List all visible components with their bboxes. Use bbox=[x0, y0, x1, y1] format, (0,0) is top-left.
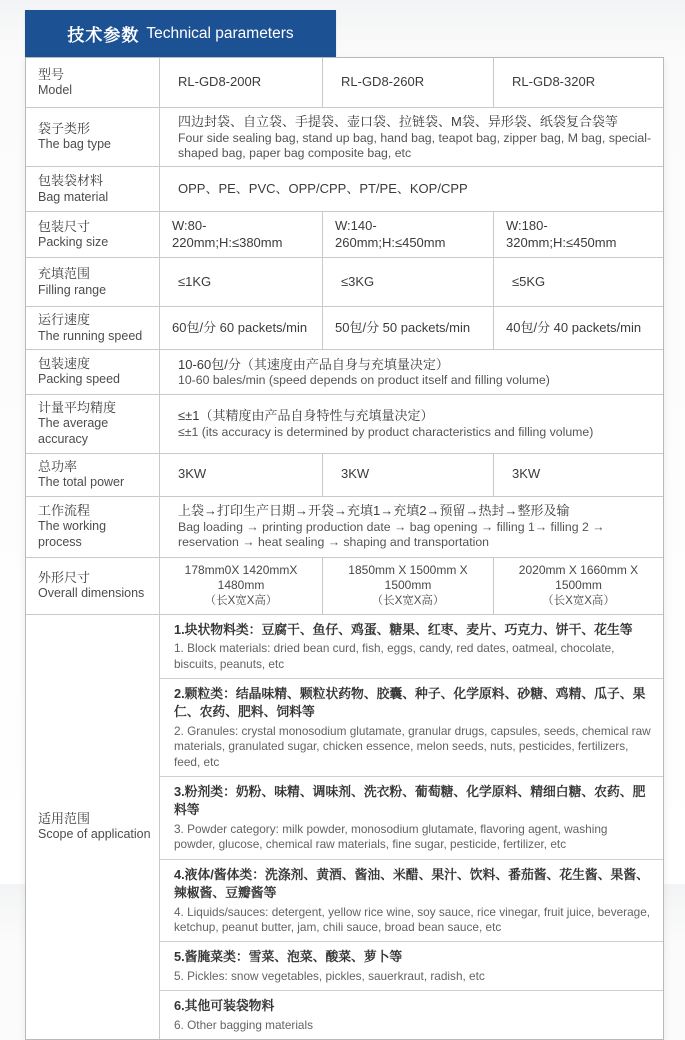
scope-item-powder bbox=[160, 776, 663, 859]
row-packing-size bbox=[26, 211, 663, 257]
row-scope-of-application bbox=[26, 614, 663, 1040]
accuracy-label-en: The average accuracy bbox=[38, 416, 109, 447]
dimensions-value-2 bbox=[322, 558, 493, 614]
row-bag-material bbox=[26, 166, 663, 211]
packing-size-value-2: W:140-260mm;H:≤450mm bbox=[322, 212, 493, 257]
dimensions-note-3: （长X宽X高） bbox=[542, 594, 615, 607]
packing-speed-label-cn: 包装速度 bbox=[38, 356, 91, 372]
technical-parameters-header bbox=[25, 10, 336, 57]
running-speed-value-2: 50包/分 50 packets/min bbox=[322, 307, 493, 349]
dimensions-note-2: （长X宽X高） bbox=[371, 594, 445, 607]
scope-item-en: 2. Granules: crystal monosodium glutamate, granular drugs, capsules, seeds, chemical raw materials, granulated sugar, chicken essence, melon seeds, nuts, pesticides, fertilizers, feed, etc bbox=[174, 723, 651, 769]
scope-label-en: Scope of application bbox=[38, 827, 151, 842]
bag-material-label-cn: 包装袋材料 bbox=[38, 173, 104, 189]
model-label-cn: 型号 bbox=[38, 66, 65, 82]
bag-type-value-cell bbox=[159, 108, 663, 166]
technical-parameters-table bbox=[25, 57, 664, 1040]
scope-label-cn: 适用范围 bbox=[38, 810, 91, 826]
model-label-en: Model bbox=[38, 82, 73, 97]
scope-item-cn: 3.粉剂类：奶粉、味精、调味剂、洗衣粉、葡萄糖、化学原料、精细白糖、农药、肥料等 bbox=[174, 783, 646, 818]
packing-speed-value-en: 10-60 bales/min (speed depends on product itself and filling volume) bbox=[178, 373, 550, 388]
packing-speed-value-cell bbox=[159, 350, 663, 394]
packing-speed-label-en: Packing speed bbox=[38, 372, 121, 387]
scope-label-cell bbox=[26, 615, 159, 1040]
dimensions-label-cell bbox=[26, 558, 159, 614]
working-process-value-cn: 上袋→打印生产日期→开袋→充填1→充填2→预留→热封→整形及输 bbox=[178, 503, 570, 519]
row-model bbox=[26, 58, 663, 107]
accuracy-value-cell bbox=[159, 395, 663, 453]
dimensions-label-en: Overall dimensions bbox=[38, 585, 145, 600]
row-packing-speed bbox=[26, 349, 663, 394]
scope-item-en: 5. Pickles: snow vegetables, pickles, sauerkraut, radish, etc bbox=[174, 968, 485, 983]
scope-item-pickles bbox=[160, 941, 663, 990]
bag-material-value-cell: OPP、PE、PVC、OPP/CPP、PT/PE、KOP/CPP bbox=[159, 167, 663, 211]
scope-item-cn: 1.块状物料类：豆腐干、鱼仔、鸡蛋、糖果、红枣、麦片、巧克力、饼干、花生等 bbox=[174, 621, 633, 637]
scope-item-en: 4. Liquids/sauces: detergent, yellow rice wine, soy sauce, rice vinegar, fruit juice, beverage, ketchup, peanut butter, jam, chili sauce, broad bean sauce, etc bbox=[174, 904, 651, 935]
dimensions-size-3: 2020mm X 1660mm X 1500mm bbox=[518, 562, 639, 593]
scope-item-cn: 2.颗粒类：结晶味精、颗粒状药物、胶囊、种子、化学原料、砂糖、鸡精、瓜子、果仁、农药、肥料、饲料等 bbox=[174, 685, 646, 720]
bag-type-label-cn: 袋子类形 bbox=[38, 121, 91, 137]
working-process-value-en: Bag loading → printing production date → bag opening → filling 1→ filling 2 → reservation → heat sealing → shaping and transportation bbox=[178, 519, 605, 550]
working-process-label-cn: 工作流程 bbox=[38, 502, 91, 518]
working-process-label-cell bbox=[26, 497, 159, 557]
row-working-process bbox=[26, 496, 663, 557]
running-speed-label-cn: 运行速度 bbox=[38, 312, 91, 328]
scope-item-granules bbox=[160, 678, 663, 776]
model-value-2: RL-GD8-260R bbox=[322, 58, 493, 107]
row-average-accuracy bbox=[26, 394, 663, 453]
bag-material-label-en: Bag material bbox=[38, 189, 109, 204]
bag-type-value-en: Four side sealing bag, stand up bag, hand bag, teapot bag, zipper bag, M bag, special-shaped bag, paper bag composite bag, etc bbox=[178, 130, 652, 160]
bag-type-value-cn: 四边封袋、自立袋、手提袋、壶口袋、拉链袋、M袋、异形袋、纸袋复合袋等 bbox=[178, 114, 618, 129]
scope-item-en: 6. Other bagging materials bbox=[174, 1017, 314, 1032]
accuracy-label-cell bbox=[26, 395, 159, 453]
running-speed-value-3: 40包/分 40 packets/min bbox=[493, 307, 663, 349]
bag-type-label-en: The bag type bbox=[38, 137, 111, 152]
dimensions-size-2: 1850mm X 1500mm X 1500mm bbox=[348, 562, 468, 593]
filling-range-value-3: ≤5KG bbox=[493, 258, 663, 306]
packing-size-value-1: W:80-220mm;H:≤380mm bbox=[159, 212, 322, 257]
packing-size-label-cn: 包装尺寸 bbox=[38, 218, 91, 234]
dimensions-size-1: 178mm0X 1420mmX 1480mm bbox=[184, 562, 298, 593]
packing-size-label-en: Packing size bbox=[38, 235, 109, 250]
accuracy-value-en: ≤±1 (its accuracy is determined by product characteristics and filling volume) bbox=[178, 424, 594, 439]
model-label-cell bbox=[26, 58, 159, 107]
working-process-value-cell bbox=[159, 497, 663, 557]
row-running-speed bbox=[26, 306, 663, 349]
running-speed-value-1: 60包/分 60 packets/min bbox=[159, 307, 322, 349]
header-title-en: Technical parameters bbox=[146, 24, 294, 42]
row-filling-range bbox=[26, 257, 663, 306]
dimensions-note-1: （长X宽X高） bbox=[204, 594, 278, 607]
dimensions-value-1 bbox=[159, 558, 322, 614]
accuracy-label-cn: 计量平均精度 bbox=[38, 400, 117, 416]
filling-range-label-cn: 充填范围 bbox=[38, 266, 91, 282]
scope-item-en: 1. Block materials: dried bean curd, fish, eggs, candy, red dates, oatmeal, chocolate, biscuits, peanuts, etc bbox=[174, 641, 615, 671]
total-power-value-3: 3KW bbox=[493, 454, 663, 496]
scope-item-cn: 5.酱腌菜类：雪菜、泡菜、酸菜、萝卜等 bbox=[174, 949, 403, 965]
model-value-3: RL-GD8-320R bbox=[493, 58, 663, 107]
model-value-1: RL-GD8-200R bbox=[159, 58, 322, 107]
packing-size-value-3: W:180-320mm;H:≤450mm bbox=[493, 212, 663, 257]
total-power-value-2: 3KW bbox=[322, 454, 493, 496]
filling-range-value-2: ≤3KG bbox=[322, 258, 493, 306]
bag-type-label-cell bbox=[26, 108, 159, 166]
scope-item-other-materials bbox=[160, 990, 663, 1039]
scope-item-cn: 6.其他可装袋物料 bbox=[174, 998, 275, 1014]
row-overall-dimensions bbox=[26, 557, 663, 614]
total-power-value-1: 3KW bbox=[159, 454, 322, 496]
row-total-power bbox=[26, 453, 663, 496]
header-title-cn: 技术参数 bbox=[67, 26, 140, 45]
total-power-label-en: The total power bbox=[38, 474, 125, 489]
packing-speed-label-cell bbox=[26, 350, 159, 394]
running-speed-label-cell bbox=[26, 307, 159, 349]
scope-item-block-materials bbox=[160, 615, 663, 678]
bag-material-label-cell bbox=[26, 167, 159, 211]
filling-range-value-1: ≤1KG bbox=[159, 258, 322, 306]
dimensions-label-cn: 外形尺寸 bbox=[38, 569, 91, 585]
scope-item-liquids-sauces bbox=[160, 859, 663, 942]
scope-item-cn: 4.液体/酱体类：洗涤剂、黄酒、酱油、米醋、果汁、饮料、番茄酱、花生酱、果酱、辣椒酱、豆瓣酱等 bbox=[174, 866, 649, 901]
accuracy-value-cn: ≤±1（其精度由产品自身特性与充填量决定） bbox=[178, 408, 434, 424]
row-bag-type bbox=[26, 107, 663, 166]
working-process-label-en: The working process bbox=[38, 519, 107, 549]
total-power-label-cell bbox=[26, 454, 159, 496]
packing-speed-value-cn: 10-60包/分（其速度由产品自身与充填量决定） bbox=[178, 356, 449, 372]
scope-item-en: 3. Powder category: milk powder, monosodium glutamate, flavoring agent, washing powder, glucose, chemical raw materials, fine sugar, pesticide, fertilizer, etc bbox=[174, 822, 608, 852]
packing-size-label-cell bbox=[26, 212, 159, 257]
scope-items-list bbox=[159, 615, 663, 1040]
total-power-label-cn: 总功率 bbox=[38, 458, 78, 474]
filling-range-label-en: Filling range bbox=[38, 282, 107, 297]
dimensions-value-3 bbox=[493, 558, 663, 614]
running-speed-label-en: The running speed bbox=[38, 328, 143, 343]
filling-range-label-cell bbox=[26, 258, 159, 306]
